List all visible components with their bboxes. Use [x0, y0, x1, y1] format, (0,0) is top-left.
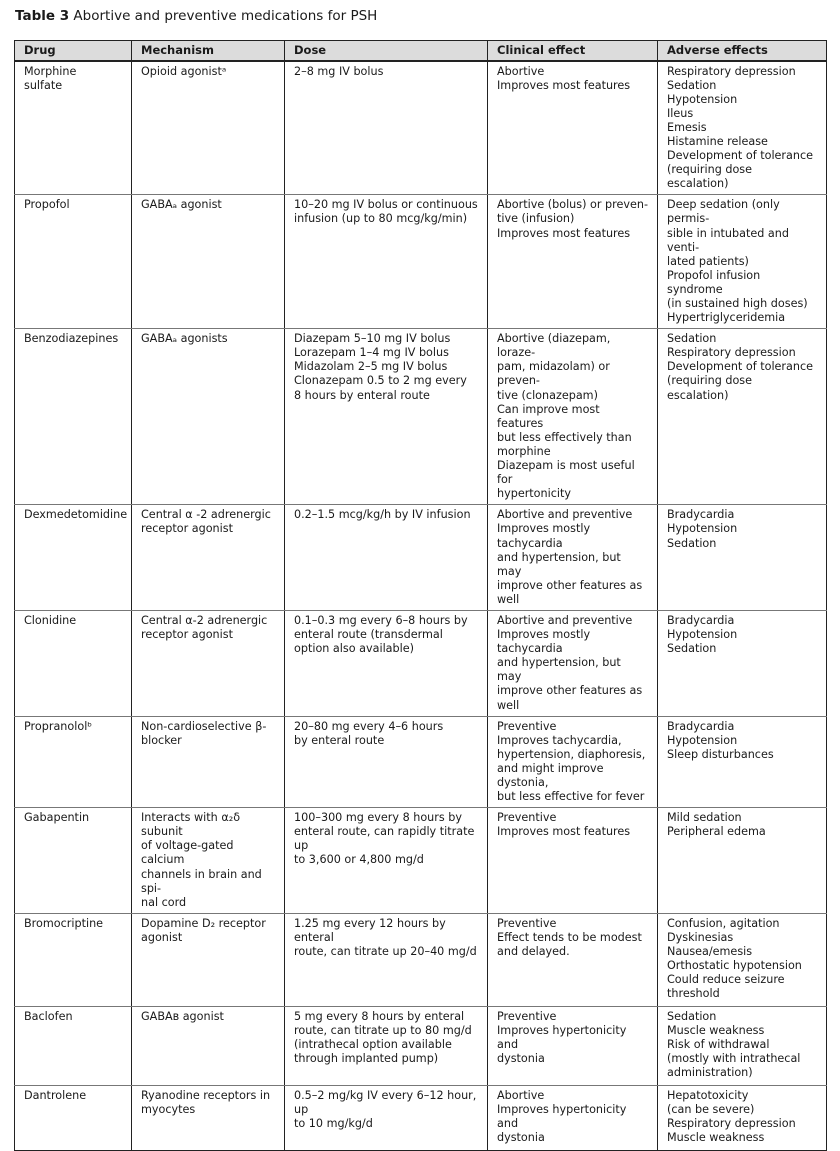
- cell-dose: [285, 808, 488, 914]
- cell-line: Can improve most features: [497, 402, 600, 430]
- cell-line: hypertonicity: [497, 487, 571, 501]
- cell-line: Dopamine D₂ receptor: [141, 916, 266, 930]
- cell-line: and delayed.: [497, 945, 570, 959]
- cell-line: blocker: [141, 733, 182, 747]
- cell-line: and might improve dystonia,: [497, 761, 604, 789]
- cell-line: Hypotension: [667, 522, 738, 536]
- cell-line: Preventive: [497, 719, 557, 733]
- cell-line: Respiratory depression: [667, 346, 796, 360]
- cell-line: Diazepam is most useful for: [497, 459, 635, 487]
- cell-line: Improves most features: [497, 825, 631, 839]
- cell-line: nal cord: [141, 895, 187, 909]
- cell-line: Dantrolene: [24, 1088, 87, 1102]
- cell-line: Sedation: [667, 78, 717, 92]
- cell-mechanism: [132, 1006, 285, 1085]
- cell-line: Diazepam 5–10 mg IV bolus: [294, 332, 451, 346]
- cell-line: Bradycardia: [667, 508, 735, 522]
- cell-line: 0.2–1.5 mcg/kg/h by IV infusion: [294, 508, 471, 522]
- cell-line: but less effective for fever: [497, 790, 645, 804]
- table-caption: [15, 6, 377, 26]
- cell-line: but less effectively than: [497, 430, 632, 444]
- cell-line: Muscle weakness: [667, 1023, 765, 1037]
- header-adverse-effects: Adverse effects: [658, 41, 827, 61]
- cell-line: Propofol infusion syndrome: [667, 268, 761, 296]
- cell-line: Nausea/emesis: [667, 945, 753, 959]
- cell-line: Bradycardia: [667, 613, 735, 627]
- cell-line: threshold: [667, 987, 720, 1001]
- cell-line: Abortive and preventive: [497, 508, 633, 522]
- cell-line: (intrathecal option available: [294, 1038, 452, 1052]
- cell-line: agonist: [141, 930, 183, 944]
- cell-line: Abortive: [497, 1088, 545, 1102]
- cell-line: (mostly with intrathecal: [667, 1052, 801, 1066]
- cell-line: Bromocriptine: [24, 916, 104, 930]
- cell-adverse-effects: [658, 195, 827, 329]
- cell-line: Non-cardioselective β-: [141, 719, 267, 733]
- cell-line: Midazolam 2–5 mg IV bolus: [294, 360, 448, 374]
- cell-dose: [285, 329, 488, 505]
- cell-line: Preventive: [497, 1009, 557, 1023]
- cell-clinical-effect: [488, 505, 658, 611]
- cell-line: Could reduce seizure: [667, 973, 785, 987]
- cell-line: infusion (up to 80 mcg/kg/min): [294, 212, 468, 226]
- cell-line: Mild sedation: [667, 811, 742, 825]
- cell-line: Histamine release: [667, 134, 768, 148]
- cell-line: well: [497, 592, 520, 606]
- cell-line: Morphine: [24, 64, 77, 78]
- cell-adverse-effects: [658, 505, 827, 611]
- cell-line: improve other features as: [497, 578, 643, 592]
- cell-line: enteral route (transdermal: [294, 628, 443, 642]
- cell-mechanism: [132, 1085, 285, 1150]
- cell-mechanism: [132, 61, 285, 195]
- cell-line: Ileus: [667, 106, 694, 120]
- cell-mechanism: [132, 913, 285, 1006]
- cell-line: 5 mg every 8 hours by enteral: [294, 1009, 465, 1023]
- cell-dose: [285, 61, 488, 195]
- cell-line: Sedation: [667, 332, 717, 346]
- cell-line: receptor agonist: [141, 628, 233, 642]
- cell-line: Interacts with α₂δ subunit: [141, 811, 241, 839]
- cell-line: 20–80 mg every 4–6 hours: [294, 719, 444, 733]
- cell-line: (requiring dose escalation): [667, 163, 753, 191]
- cell-line: through implanted pump): [294, 1052, 439, 1066]
- cell-line: Clonazepam 0.5 to 2 mg every: [294, 374, 467, 388]
- medications-table: [14, 40, 827, 1151]
- cell-dose: [285, 913, 488, 1006]
- cell-clinical-effect: [488, 716, 658, 808]
- cell-adverse-effects: [658, 808, 827, 914]
- cell-mechanism: [132, 505, 285, 611]
- cell-clinical-effect: [488, 61, 658, 195]
- cell-clinical-effect: [488, 1006, 658, 1085]
- cell-line: GABAₐ agonists: [141, 332, 228, 346]
- table-title: Abortive and preventive medications for PSH: [73, 8, 378, 24]
- cell-line: receptor agonist: [141, 522, 233, 536]
- cell-line: well: [497, 698, 520, 712]
- cell-drug: [15, 913, 132, 1006]
- cell-dose: [285, 1006, 488, 1085]
- cell-line: sible in intubated and venti-: [667, 226, 789, 254]
- cell-line: Central α -2 adrenergic: [141, 508, 271, 522]
- cell-line: (in sustained high doses): [667, 297, 808, 310]
- cell-line: to 3,600 or 4,800 mg/d: [294, 853, 424, 867]
- cell-clinical-effect: [488, 195, 658, 329]
- cell-dose: [285, 610, 488, 716]
- cell-line: Sedation: [667, 536, 717, 550]
- cell-line: Dyskinesias: [667, 930, 734, 944]
- cell-line: Propranololᵇ: [24, 719, 93, 733]
- header-clinical-effect: Clinical effect: [488, 41, 658, 61]
- cell-adverse-effects: [658, 61, 827, 195]
- cell-line: Hypotension: [667, 733, 738, 747]
- cell-dose: [285, 505, 488, 611]
- cell-line: 2–8 mg IV bolus: [294, 64, 384, 78]
- cell-drug: [15, 329, 132, 505]
- cell-line: 1.25 mg every 12 hours by enteral: [294, 916, 446, 944]
- cell-line: Sedation: [667, 642, 717, 656]
- cell-line: Benzodiazepines: [24, 332, 119, 346]
- cell-line: channels in brain and spi-: [141, 867, 262, 895]
- cell-line: morphine: [497, 444, 551, 458]
- cell-drug: [15, 1085, 132, 1150]
- cell-line: Improves mostly tachycardia: [497, 628, 591, 656]
- cell-dose: [285, 1085, 488, 1150]
- cell-line: Orthostatic hypotension: [667, 959, 802, 973]
- cell-drug: [15, 1006, 132, 1085]
- table-row: [15, 61, 827, 195]
- table-row: [15, 195, 827, 329]
- cell-line: administration): [667, 1066, 753, 1080]
- cell-line: Hepatotoxicity: [667, 1088, 749, 1102]
- cell-mechanism: [132, 610, 285, 716]
- table-row: [15, 610, 827, 716]
- cell-clinical-effect: [488, 913, 658, 1006]
- cell-line: hypertension, diaphoresis,: [497, 747, 646, 761]
- cell-line: by enteral route: [294, 733, 385, 747]
- cell-line: Development of tolerance: [667, 360, 814, 374]
- cell-line: and hypertension, but may: [497, 550, 621, 578]
- cell-line: Abortive (bolus) or preven-: [497, 198, 648, 212]
- cell-line: Improves mostly tachycardia: [497, 522, 591, 550]
- cell-line: Sedation: [667, 1009, 717, 1023]
- cell-mechanism: [132, 329, 285, 505]
- cell-line: Respiratory depression: [667, 64, 796, 78]
- cell-line: (requiring dose escalation): [667, 374, 753, 402]
- cell-line: 100–300 mg every 8 hours by: [294, 811, 462, 825]
- cell-line: Sleep disturbances: [667, 747, 774, 761]
- cell-adverse-effects: [658, 1085, 827, 1150]
- cell-line: Effect tends to be modest: [497, 930, 642, 944]
- cell-line: pam, midazolam) or preven-: [497, 360, 610, 388]
- cell-line: to 10 mg/kg/d: [294, 1117, 373, 1131]
- cell-mechanism: [132, 195, 285, 329]
- cell-line: Development of tolerance: [667, 149, 814, 163]
- cell-line: dystonia: [497, 1052, 545, 1066]
- cell-drug: [15, 610, 132, 716]
- cell-line: dystonia: [497, 1131, 545, 1145]
- cell-clinical-effect: [488, 1085, 658, 1150]
- header-row: [15, 41, 827, 61]
- cell-line: 10–20 mg IV bolus or continuous: [294, 198, 478, 212]
- cell-line: Hypertriglyceridemia: [667, 311, 786, 325]
- cell-clinical-effect: [488, 329, 658, 505]
- cell-line: Deep sedation (only permis-: [667, 198, 780, 226]
- cell-line: GABAₐ agonist: [141, 198, 222, 212]
- cell-line: route, can titrate up 20–40 mg/d: [294, 945, 477, 959]
- cell-clinical-effect: [488, 610, 658, 716]
- cell-drug: [15, 505, 132, 611]
- cell-line: Confusion, agitation: [667, 916, 780, 930]
- cell-line: Improves most features: [497, 226, 631, 240]
- cell-line: tive (clonazepam): [497, 388, 598, 402]
- cell-line: 0.5–2 mg/kg IV every 6–12 hour, up: [294, 1088, 477, 1116]
- cell-line: Abortive (diazepam, loraze-: [497, 332, 611, 360]
- cell-line: route, can titrate up to 80 mg/d: [294, 1023, 472, 1037]
- cell-line: Propofol: [24, 198, 70, 212]
- cell-line: Opioid agonistᵃ: [141, 64, 227, 78]
- cell-line: Bradycardia: [667, 719, 735, 733]
- cell-adverse-effects: [658, 913, 827, 1006]
- cell-clinical-effect: [488, 808, 658, 914]
- cell-drug: [15, 808, 132, 914]
- cell-adverse-effects: [658, 610, 827, 716]
- cell-line: (can be severe): [667, 1102, 755, 1116]
- cell-line: Hypotension: [667, 92, 738, 106]
- cell-adverse-effects: [658, 1006, 827, 1085]
- cell-line: Improves tachycardia,: [497, 733, 622, 747]
- table-row: [15, 329, 827, 505]
- table-label: Table 3: [15, 8, 70, 24]
- cell-line: and hypertension, but may: [497, 656, 621, 684]
- cell-line: Gabapentin: [24, 811, 90, 825]
- table-row: [15, 913, 827, 1006]
- cell-drug: [15, 195, 132, 329]
- table-row: [15, 808, 827, 914]
- cell-line: Preventive: [497, 811, 557, 825]
- cell-dose: [285, 195, 488, 329]
- table-row: [15, 1085, 827, 1150]
- cell-line: Preventive: [497, 916, 557, 930]
- cell-line: Abortive: [497, 64, 545, 78]
- cell-line: Peripheral edema: [667, 825, 766, 839]
- table-row: [15, 1006, 827, 1085]
- cell-line: 0.1–0.3 mg every 6–8 hours by: [294, 613, 468, 627]
- cell-line: Clonidine: [24, 613, 77, 627]
- cell-mechanism: [132, 808, 285, 914]
- cell-line: Central α-2 adrenergic: [141, 613, 268, 627]
- table-row: [15, 716, 827, 808]
- cell-drug: [15, 61, 132, 195]
- cell-adverse-effects: [658, 329, 827, 505]
- cell-line: Ryanodine receptors in: [141, 1088, 271, 1102]
- cell-line: Improves hypertonicity and: [497, 1023, 627, 1052]
- cell-line: enteral route, can rapidly titrate up: [294, 825, 475, 853]
- cell-line: 8 hours by enteral route: [294, 388, 430, 402]
- header-mechanism: Mechanism: [132, 41, 285, 61]
- cell-line: Risk of withdrawal: [667, 1038, 770, 1052]
- cell-line: Improves most features: [497, 78, 631, 92]
- header-drug: Drug: [15, 41, 132, 61]
- cell-line: Abortive and preventive: [497, 613, 633, 627]
- cell-line: Improves hypertonicity and: [497, 1102, 627, 1131]
- header-dose: Dose: [285, 41, 488, 61]
- cell-line: lated patients): [667, 254, 749, 268]
- cell-line: improve other features as: [497, 684, 643, 698]
- cell-line: Baclofen: [24, 1009, 73, 1023]
- cell-drug: [15, 716, 132, 808]
- cell-line: of voltage-gated calcium: [141, 839, 234, 867]
- cell-line: Dexmedetomidine: [24, 508, 128, 522]
- cell-line: Muscle weakness: [667, 1131, 765, 1145]
- cell-line: myocytes: [141, 1102, 196, 1116]
- cell-line: sulfate: [24, 78, 63, 92]
- cell-line: Respiratory depression: [667, 1117, 796, 1131]
- cell-line: Lorazepam 1–4 mg IV bolus: [294, 346, 449, 360]
- cell-line: option also available): [294, 642, 414, 656]
- cell-line: GABAʙ agonist: [141, 1009, 224, 1023]
- cell-dose: [285, 716, 488, 808]
- cell-adverse-effects: [658, 716, 827, 808]
- cell-line: Emesis: [667, 120, 707, 134]
- cell-line: tive (infusion): [497, 212, 575, 226]
- cell-mechanism: [132, 716, 285, 808]
- table-row: [15, 505, 827, 611]
- cell-line: Hypotension: [667, 628, 738, 642]
